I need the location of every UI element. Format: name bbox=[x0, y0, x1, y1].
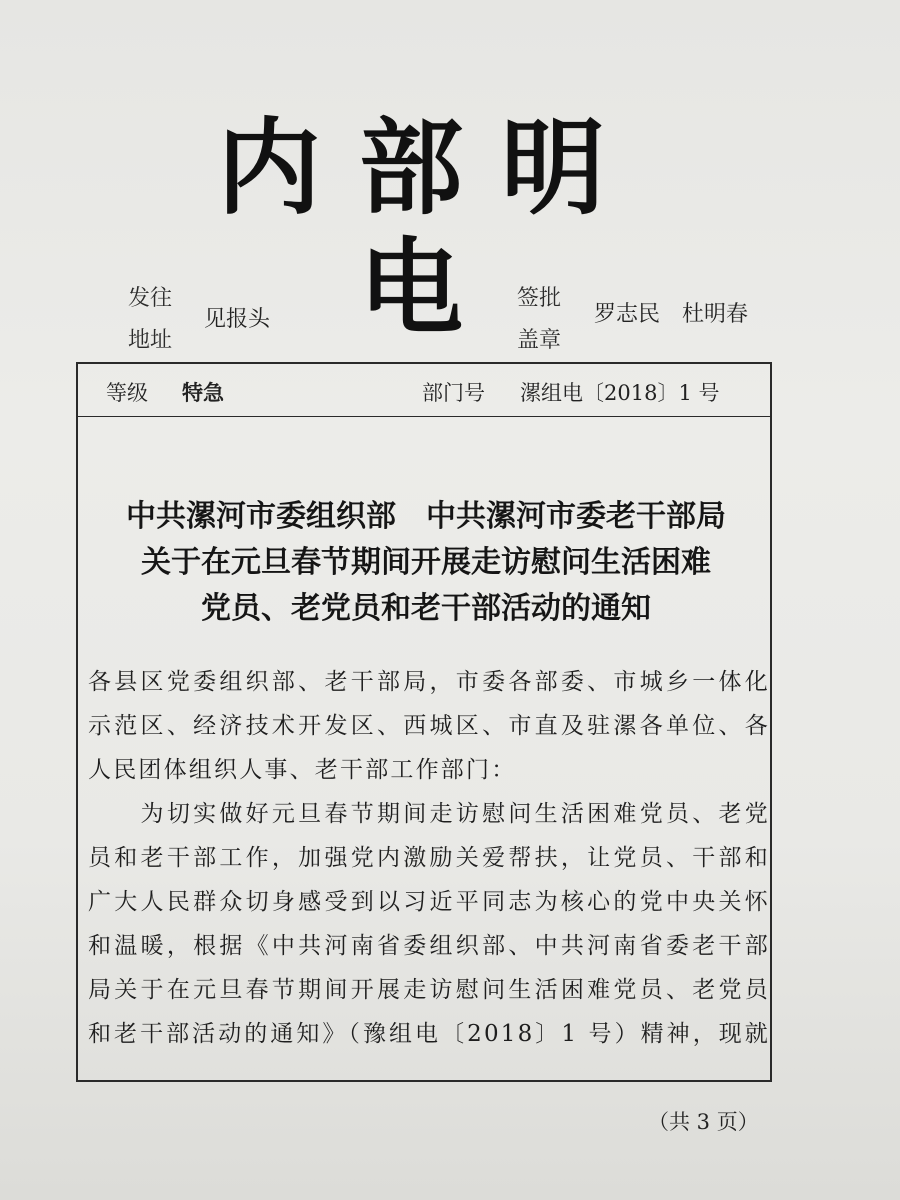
dept-no-value: 漯组电〔2018〕1 号 bbox=[520, 381, 720, 405]
body-line: 局关于在元旦春节期间开展走访慰问生活困难党员、老党员 bbox=[88, 977, 770, 1003]
masthead-title: 内部明电 bbox=[216, 107, 643, 349]
approve-label-line2: 盖章 bbox=[517, 328, 562, 353]
title-line: 党员、老党员和老干部活动的通知 bbox=[201, 591, 651, 626]
telegram-frame bbox=[76, 362, 772, 1082]
body-line: 为切实做好元旦春节期间走访慰问生活困难党员、老党 bbox=[88, 801, 770, 827]
body-line: 广大人民群众切身感受到以习近平同志为核心的党中央关怀 bbox=[88, 889, 770, 915]
level-label: 等级 bbox=[106, 381, 148, 405]
send-to-value: 见报头 bbox=[204, 307, 271, 332]
notice-title bbox=[78, 494, 774, 632]
approve-label-line1: 签批 bbox=[517, 286, 562, 311]
body-line: 人民团体组织人事、老干部工作部门： bbox=[88, 757, 517, 783]
dept-no-label: 部门号 bbox=[422, 381, 485, 405]
notice-body bbox=[88, 660, 770, 1056]
approve-value: 罗志民 杜明春 bbox=[594, 302, 749, 327]
body-line: 和温暖，根据《中共河南省委组织部、中共河南省委老干部 bbox=[88, 933, 770, 959]
send-to-label-line2: 地址 bbox=[128, 328, 173, 353]
send-to-label-line1: 发往 bbox=[128, 286, 173, 311]
title-line: 关于在元旦春节期间开展走访慰问生活困难 bbox=[141, 545, 711, 580]
body-line: 和老干部活动的通知》（豫组电〔2018〕1 号）精神，现就 bbox=[88, 1021, 770, 1047]
title-line: 中共漯河市委组织部 中共漯河市委老干部局 bbox=[126, 499, 726, 534]
page-count: （共 3 页） bbox=[648, 1110, 759, 1134]
level-value: 特急 bbox=[182, 380, 224, 405]
body-line: 示范区、经济技术开发区、西城区、市直及驻漯各单位、各 bbox=[88, 713, 770, 739]
body-line: 各县区党委组织部、老干部局，市委各部委、市城乡一体化 bbox=[88, 669, 770, 695]
header-divider bbox=[78, 416, 770, 417]
body-line: 员和老干部工作，加强党内激励关爱帮扶，让党员、干部和 bbox=[88, 845, 770, 871]
